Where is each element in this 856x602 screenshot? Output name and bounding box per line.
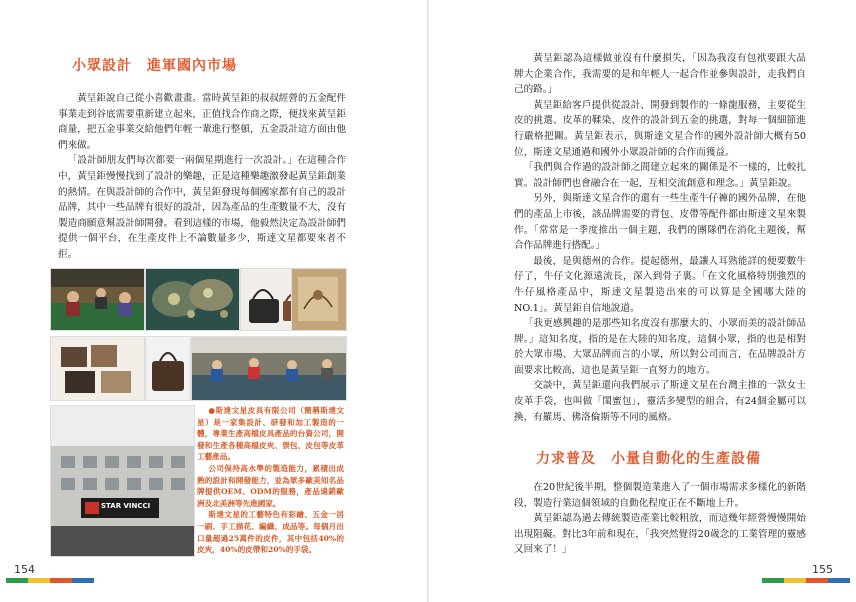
left-body-text: [58, 91, 346, 263]
right-body-text-2: [514, 480, 806, 558]
company-caption: [197, 405, 344, 556]
color-bar: [784, 578, 806, 583]
caption-paragraph: 公司保持高水準的製造能力，累積出成熟的設計和開發能力，並為眾多歐美知名品牌提供OEM、ODM的服務，產品遠銷歐洲及北美洲等先進國家。: [197, 463, 344, 508]
left-paragraph: 黃呈鉅說自己從小喜歡畫畫。當時黃呈鉅的叔叔經營的五金配件事業走到谷底需要重新建立起來，正值找合作商之際，便找來黃呈鉅商量，把五金事業交給他們年輕一輩進行整頓，五金設計這方面由他們來做。: [58, 93, 346, 151]
right-paragraph: 黃呈鉅認為這樣做並沒有什麼損失，「因為我沒有包袱要跟大品牌大企業合作，我需要的是和年輕人一起合作並參與設計，走我們自己的路。」: [514, 53, 806, 96]
right-paragraph: 另外，與斯達文星合作的還有一些生產牛仔褲的國外品牌，在他們的產品上市後，該品牌需要的背包、皮帶等配件都由斯達文星來製作。「常常是一季度推出一個主題，我們的團隊們在消化主題後，幫合作品牌進行搭配。」: [514, 193, 806, 252]
right-paragraph: 黃呈鉅認為過去傳統製造產業比較粗放，而這幾年經營慢慢開始出現阻礙。對比3年前和現在，「我突然覺得20歲念的工業管理的靈感又回來了！」: [514, 513, 806, 556]
right-paragraph: 交談中，黃呈鉅還向我們展示了斯達文星在台灣主推的一款女士皮革手袋，也叫做「閨蜜包」，靈活多變型的組合，有24個金屬可以換，有羅馬、佛洛倫斯等不同的風格。: [514, 380, 806, 423]
factory-sign-text: STAR VINCCI: [101, 502, 151, 510]
color-bar: [762, 578, 784, 583]
caption-paragraph: 斯達文星的工藝特色有彩繪、五金一居一刷、手工描花、編織、成品等。每個月出口量超過25萬件的皮件，其中包括40%的皮夾，40%的皮帶和20%的手袋。: [197, 510, 344, 555]
photo-leather-bag: [145, 336, 191, 401]
color-bar: [72, 578, 94, 583]
right-paragraph: 「我們與合作過的設計師之間建立起來的關係是不一樣的，比較扎實。設計師們也會融合在一起，互相交流創意和理念。」黃呈鉅說。: [514, 162, 806, 189]
right-page-number: 155: [812, 563, 833, 576]
photo-wallets: [50, 336, 145, 401]
left-section-heading: 小眾設計 進軍國內市場: [72, 58, 237, 74]
photo-leather-tools: [291, 268, 347, 331]
right-paragraph: 「我更感興趣的是那些知名度沒有那麼大的、小眾而美的設計師品牌。」這知名度，指的是在大陸的知名度，這個小眾，指的也是相對於大眾市場、大眾品牌而言的小眾，所以對公司而言，在品牌設計方面要求比較高，這也是黃呈鉅一直努力的地方。: [514, 318, 806, 376]
right-section-heading: 力求普及 小量自動化的生產設備: [536, 451, 761, 467]
left-page-number: 154: [14, 563, 35, 576]
color-bar: [828, 578, 850, 583]
photo-production-line: [191, 336, 347, 401]
right-paragraph: 最後，是與德州的合作。提起德州，最讓人耳熟能詳的便要數牛仔了，牛仔文化源遠流長，深入到骨子裏。「在文化風格特別強烈的牛仔風格產品中，斯達文星製造出來的可以算是全國哪大陸的NO.1」。黃呈鉅自信地說道。: [514, 255, 806, 314]
photo-workshop-workers: [50, 268, 145, 331]
left-paragraph: 「設計師朋友們每次都要一兩個星期進行一次設計。」在這種合作中，黃呈鉅慢慢找到了設計的樂趣，正是這種樂趣激發起黃呈鉅創業的熱情。在與設計師的合作中，黃呈鉅發現每個國家都有自己的設計品牌，其中一些品牌有很好的設計，因為產品的生產數量不大，沒有製造商願意幫設計師開發。看到這樣的市場，他毅然決定為設計師們提供一個平台，在生產皮件上不論數量多少，斯達文星都要來者不拒。: [58, 155, 346, 260]
right-body-text: [514, 51, 806, 425]
color-bar: [28, 578, 50, 583]
color-bar: [50, 578, 72, 583]
color-bar: [806, 578, 828, 583]
right-paragraph: 在20世紀後半期，整個製造業進入了一個市場需求多樣化的新階段，製造行業這個領域的自動化程度正在不斷地上升。: [514, 482, 806, 509]
color-bar: [6, 578, 28, 583]
photo-embellished-leather: [145, 268, 240, 331]
photo-factory-building: [50, 405, 195, 557]
right-paragraph: 黃呈鉅給客戶提供從設計、開發到製作的一條龍服務，主要從生皮的挑選、皮革的鞣染、皮件的設計到五金的挑選，對每一個細節進行嚴格把關。黃呈鉅表示，與斯達文星合作的國外設計師大概有50位，斯達文星通過和國外小眾設計師的合作而獲益。: [514, 99, 806, 158]
caption-paragraph: ●斯達文星皮具有限公司（簡稱斯達文星）是一家集設計、研發和加工製造的一體，專業生產高檔皮具產品的台資公司，開發和生產各種高檔皮夾、票包、皮包等皮革工藝產品。: [197, 406, 344, 462]
page-spine: [427, 0, 429, 602]
